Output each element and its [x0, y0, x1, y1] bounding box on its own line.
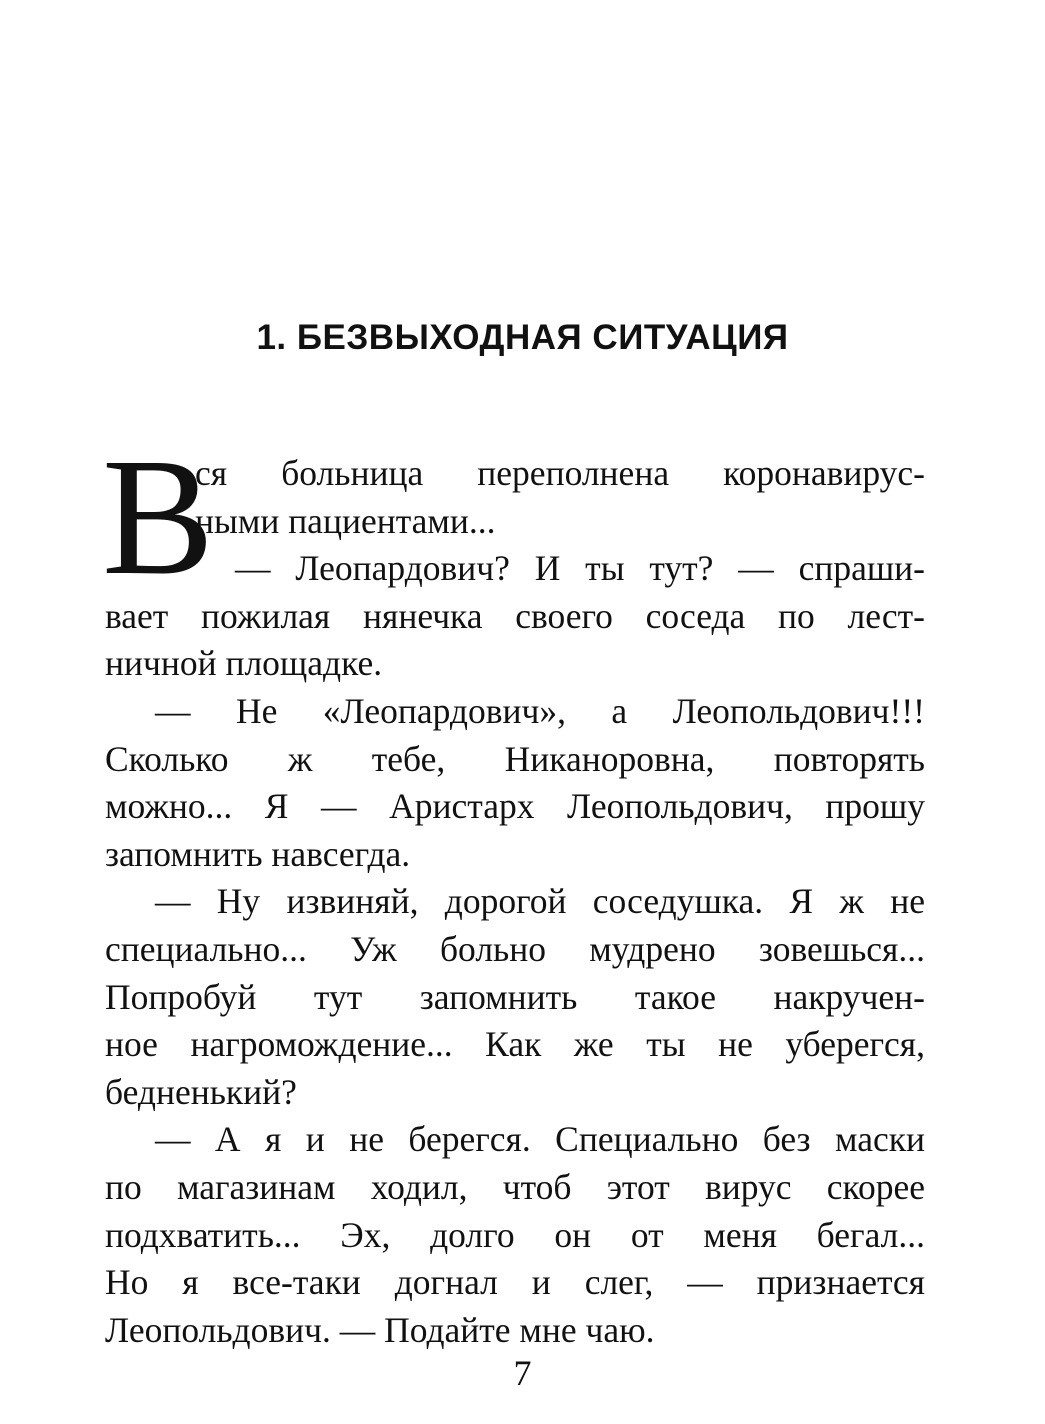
- text-line: ся больница переполнена коронавирус-: [195, 453, 925, 493]
- text-line: Леопольдович. — Подайте мне чаю.: [105, 1309, 655, 1350]
- text-line: — Не «Леопардович», а Леопольдович!!!: [155, 690, 925, 731]
- page-number: 7: [513, 1353, 532, 1393]
- body-text: [105, 450, 925, 1354]
- chapter-title: 1. БЕЗВЫХОДНАЯ СИТУАЦИЯ: [256, 318, 789, 357]
- text-line: можно... Я — Аристарх Леопольдович, прошу: [105, 786, 925, 827]
- text-line: — А я и не берегся. Специально без маски: [155, 1119, 925, 1160]
- text-line: ное нагромождение... Как же ты не уберегся,: [105, 1024, 925, 1065]
- text-line: Сколько ж тебе, Никаноровна, повторять: [105, 738, 925, 779]
- text-line: бедненький?: [105, 1071, 297, 1112]
- text-line: по магазинам ходил, чтоб этот вирус скорее: [105, 1166, 925, 1207]
- text-line: Попробуй тут запомнить такое накручен-: [105, 976, 925, 1017]
- text-line: подхватить... Эх, долго он от меня бегал...: [105, 1214, 925, 1255]
- text-line: запомнить навсегда.: [105, 833, 411, 874]
- text-line: — Леопардович? И ты тут? — спраши-: [235, 548, 925, 589]
- text-line: специально... Уж больно мудрено зовешься...: [105, 928, 925, 969]
- text-line: вает пожилая нянечка своего соседа по лест-: [105, 595, 925, 636]
- drop-cap: В: [102, 424, 215, 610]
- text-line: ными пациентами...: [195, 500, 496, 541]
- text-line: ничной площадке.: [105, 643, 383, 684]
- text-line: Но я все-таки догнал и слег, — признается: [105, 1262, 925, 1303]
- text-line: — Ну извиняй, дорогой соседушка. Я ж не: [155, 881, 925, 922]
